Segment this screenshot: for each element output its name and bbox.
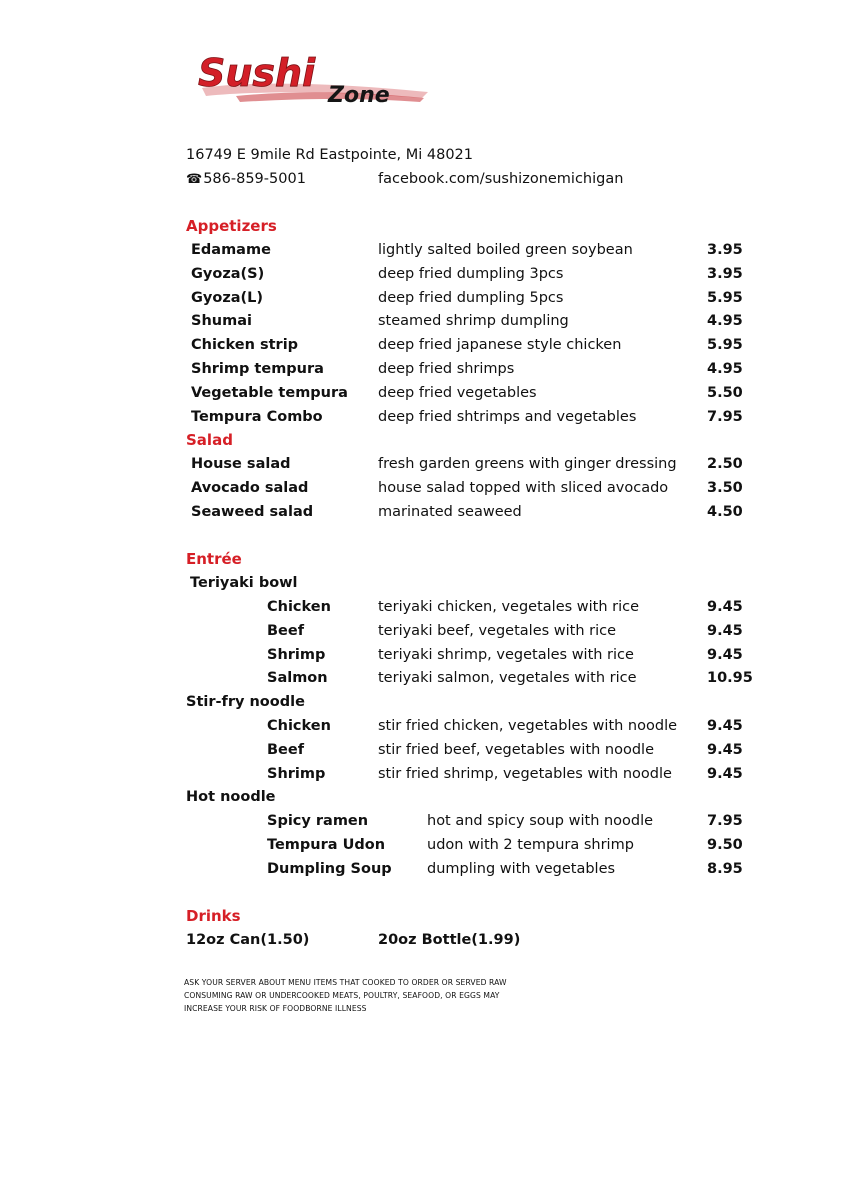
menu-item-price: 7.95 <box>707 408 743 425</box>
menu-item-row <box>0 502 848 526</box>
menu-item-name: Seaweed salad <box>191 503 314 520</box>
menu-item-description: teriyaki chicken, vegetales with rice <box>378 599 640 615</box>
disclaimer-line: ASK YOUR SERVER ABOUT MENU ITEMS THAT COOKED TO ORDER OR SERVED RAW <box>184 978 507 987</box>
menu-item-description: teriyaki salmon, vegetales with rice <box>378 670 637 687</box>
menu-item-row <box>0 478 848 502</box>
menu-item-description: steamed shrimp dumpling <box>378 313 569 330</box>
menu-item-name: Edamame <box>191 242 271 258</box>
sushi-zone-logo <box>196 46 432 112</box>
menu-item-price: 9.45 <box>707 622 743 639</box>
menu-item-price: 9.45 <box>707 741 743 758</box>
menu-item-name: Gyoza(L) <box>191 289 264 306</box>
menu-item-row <box>0 621 848 645</box>
menu-item-description: stir fried beef, vegetables with noodle <box>378 741 655 758</box>
menu-item-description: lightly salted boiled green soybean <box>378 242 633 258</box>
menu-item-description: house salad topped with sliced avocado <box>378 479 669 496</box>
logo-text-sushi: Sushi <box>198 51 316 95</box>
phone-number: 586-859-5001 <box>203 171 306 187</box>
menu-item-description: teriyaki beef, vegetales with rice <box>378 622 617 639</box>
menu-item-description: deep fried dumpling 3pcs <box>378 265 564 282</box>
menu-item-price: 10.95 <box>707 670 753 687</box>
menu-item-description: udon with 2 tempura shrimp <box>427 836 634 853</box>
menu-item-price: 9.45 <box>707 599 743 615</box>
menu-item-price: 5.95 <box>707 337 743 354</box>
subsection-teriyaki-bowl: Teriyaki bowl <box>190 575 298 591</box>
menu-item-price: 4.50 <box>707 503 743 520</box>
menu-item-price: 5.95 <box>707 289 743 306</box>
menu-item-name: Avocado salad <box>191 479 309 496</box>
drink-can: 12oz Can(1.50) <box>186 932 310 948</box>
menu-item-row <box>0 311 848 335</box>
facebook-link[interactable]: facebook.com/sushizonemichigan <box>378 171 624 187</box>
menu-item-name: Dumpling Soup <box>267 860 392 877</box>
menu-item-row <box>0 835 848 859</box>
menu-item-name: House salad <box>191 456 291 472</box>
menu-item-row <box>0 288 848 312</box>
menu-item-name: Beef <box>267 741 305 758</box>
menu-item-name: Vegetable tempura <box>191 384 348 401</box>
subsection-stir-fry-noodle: Stir-fry noodle <box>186 694 305 710</box>
menu-item-name: Tempura Udon <box>267 836 386 853</box>
menu-item-row <box>0 716 848 740</box>
section-title-appetizers: Appetizers <box>186 217 277 235</box>
menu-item-name: Chicken <box>267 599 331 615</box>
menu-item-price: 3.95 <box>707 242 743 258</box>
menu-item-description: stir fried shrimp, vegetables with noodle <box>378 765 672 782</box>
menu-item-row <box>0 383 848 407</box>
menu-item-price: 4.95 <box>707 313 743 330</box>
menu-item-price: 3.95 <box>707 265 743 282</box>
section-title-drinks: Drinks <box>186 907 241 925</box>
menu-item-description: fresh garden greens with ginger dressing <box>378 456 677 472</box>
menu-item-row <box>0 335 848 359</box>
menu-item-name: Chicken strip <box>191 337 299 354</box>
drink-bottle: 20oz Bottle(1.99) <box>378 932 521 948</box>
menu-item-price: 2.50 <box>707 456 743 472</box>
menu-item-description: stir fried chicken, vegetables with noodle <box>378 718 678 734</box>
menu-item-price: 9.45 <box>707 646 743 663</box>
menu-item-name: Gyoza(S) <box>191 265 265 282</box>
menu-item-name: Tempura Combo <box>191 408 323 425</box>
food-safety-disclaimer <box>184 976 507 1015</box>
menu-item-row <box>0 740 848 764</box>
restaurant-address: 16749 E 9mile Rd Eastpointe, Mi 48021 <box>186 147 474 163</box>
menu-item-name: Shrimp <box>267 765 326 782</box>
menu-item-row <box>0 597 848 621</box>
menu-item-row <box>0 407 848 431</box>
menu-item-row <box>0 645 848 669</box>
menu-item-name: Salmon <box>267 670 328 687</box>
menu-item-row <box>0 764 848 788</box>
menu-item-price: 8.95 <box>707 860 743 877</box>
menu-item-row <box>0 454 848 478</box>
menu-item-price: 9.45 <box>707 718 743 734</box>
menu-item-description: deep fried shrimps <box>378 361 515 377</box>
menu-item-name: Shumai <box>191 313 252 330</box>
disclaimer-line: INCREASE YOUR RISK OF FOODBORNE ILLNESS <box>184 1004 367 1013</box>
menu-item-row <box>0 359 848 383</box>
menu-item-description: teriyaki shrimp, vegetales with rice <box>378 646 634 663</box>
section-title-salad: Salad <box>186 431 233 449</box>
menu-item-description: deep fried vegetables <box>378 384 537 401</box>
menu-item-row <box>0 240 848 264</box>
subsection-hot-noodle: Hot noodle <box>186 789 276 805</box>
logo-text-zone: Zone <box>328 83 390 108</box>
telephone-icon: ☎ <box>186 172 203 187</box>
menu-item-description: deep fried dumpling 5pcs <box>378 289 564 306</box>
menu-item-description: marinated seaweed <box>378 503 522 520</box>
menu-item-row <box>0 859 848 883</box>
section-title-entree: Entrée <box>186 550 242 568</box>
menu-item-description: dumpling with vegetables <box>427 860 616 877</box>
phone-line <box>186 169 306 190</box>
menu-item-row <box>0 811 848 835</box>
disclaimer-line: CONSUMING RAW OR UNDERCOOKED MEATS, POULTRY, SEAFOOD, OR EGGS MAY <box>184 991 500 1000</box>
menu-item-price: 3.50 <box>707 479 743 496</box>
menu-item-row <box>0 264 848 288</box>
menu-item-description: deep fried shtrimps and vegetables <box>378 408 637 425</box>
menu-item-name: Chicken <box>267 718 331 734</box>
menu-item-price: 9.45 <box>707 765 743 782</box>
menu-item-name: Shrimp tempura <box>191 361 324 377</box>
menu-item-price: 4.95 <box>707 361 743 377</box>
menu-item-name: Spicy ramen <box>267 813 369 829</box>
menu-item-row <box>0 668 848 692</box>
menu-item-name: Shrimp <box>267 646 326 663</box>
menu-item-price: 5.50 <box>707 384 743 401</box>
menu-item-description: deep fried japanese style chicken <box>378 337 622 354</box>
menu-item-name: Beef <box>267 622 305 639</box>
menu-item-price: 7.95 <box>707 813 743 829</box>
menu-item-price: 9.50 <box>707 836 743 853</box>
menu-item-description: hot and spicy soup with noodle <box>427 813 654 829</box>
